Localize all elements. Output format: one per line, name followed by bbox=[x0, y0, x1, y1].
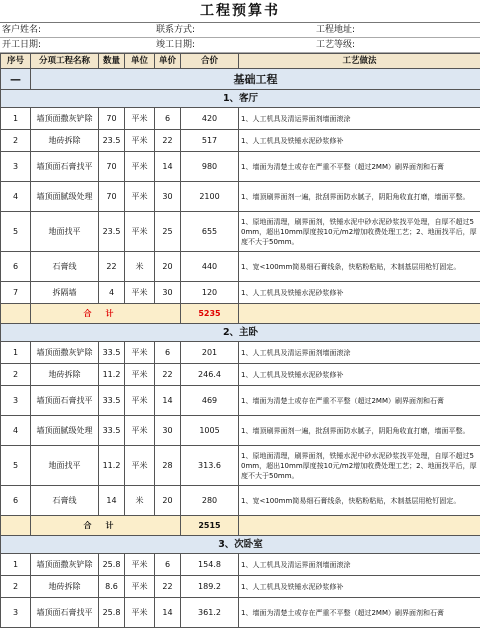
quantity-cell: 11.2 bbox=[99, 446, 125, 486]
unit-cell: 平米 bbox=[125, 152, 155, 182]
craft-method-cell: 1、人工机具及清运界面剂墙面滚涂 bbox=[239, 108, 480, 130]
section-title: 2、主卧 bbox=[1, 324, 480, 342]
quantity-cell: 70 bbox=[99, 182, 125, 212]
quantity-cell: 4 bbox=[99, 282, 125, 304]
table-row bbox=[1, 364, 480, 386]
item-name-cell: 地面找平 bbox=[31, 446, 99, 486]
row-number-cell: 6 bbox=[1, 252, 31, 282]
row-number-cell: 1 bbox=[1, 342, 31, 364]
budget-table bbox=[0, 53, 480, 628]
subtotal-label: 合计 bbox=[31, 304, 181, 324]
start-date-label: 开工日期: bbox=[2, 40, 42, 50]
craft-method-cell: 1、墙顶刷界面剂一遍，批刮界面防水腻子，阴阳角收直打磨，墙面平整。 bbox=[239, 182, 480, 212]
craft-method-cell: 1、宽<100mm简易细石膏线条，快粘粉粘贴，木制基层用枪钉固定。 bbox=[239, 252, 480, 282]
unit-price-cell: 30 bbox=[155, 182, 181, 212]
item-name-cell: 墙顶面石膏找平 bbox=[31, 386, 99, 416]
total-price-cell: 201 bbox=[181, 342, 239, 364]
unit-price-cell: 14 bbox=[155, 386, 181, 416]
unit-cell: 平米 bbox=[125, 130, 155, 152]
header-cell: 工艺做法 bbox=[239, 54, 480, 69]
unit-price-cell: 22 bbox=[155, 364, 181, 386]
header-cell: 分项工程名称 bbox=[31, 54, 99, 69]
quantity-cell: 23.5 bbox=[99, 130, 125, 152]
row-number-cell: 3 bbox=[1, 386, 31, 416]
contact-label: 联系方式: bbox=[156, 25, 196, 35]
quantity-cell: 25.8 bbox=[99, 554, 125, 576]
total-price-cell: 469 bbox=[181, 386, 239, 416]
section-header-row bbox=[1, 324, 480, 342]
item-name-cell: 石膏线 bbox=[31, 486, 99, 516]
row-number-cell: 5 bbox=[1, 446, 31, 486]
row-number-cell: 7 bbox=[1, 282, 31, 304]
unit-cell: 平米 bbox=[125, 554, 155, 576]
unit-price-cell: 6 bbox=[155, 108, 181, 130]
quantity-cell: 33.5 bbox=[99, 386, 125, 416]
unit-price-cell: 20 bbox=[155, 252, 181, 282]
unit-cell: 平米 bbox=[125, 576, 155, 598]
total-price-cell: 154.8 bbox=[181, 554, 239, 576]
main-section-marker: — bbox=[1, 69, 31, 90]
section-header-row bbox=[1, 536, 480, 554]
unit-cell: 平米 bbox=[125, 446, 155, 486]
item-name-cell: 墙顶面撒灰铲除 bbox=[31, 554, 99, 576]
info-row-2 bbox=[0, 38, 480, 53]
section-title: 1、客厅 bbox=[1, 90, 480, 108]
craft-method-cell: 1、人工机具及铁锤水泥砂浆修补 bbox=[239, 282, 480, 304]
unit-cell: 平米 bbox=[125, 282, 155, 304]
table-row bbox=[1, 282, 480, 304]
total-price-cell: 189.2 bbox=[181, 576, 239, 598]
item-name-cell: 石膏线 bbox=[31, 252, 99, 282]
total-price-cell: 517 bbox=[181, 130, 239, 152]
table-row bbox=[1, 152, 480, 182]
craft-method-cell: 1、原地面清理，刷界面剂，铁锤水泥中砂水泥砂浆找平处理，自厚不超过50mm，超出10mm厚度按10元/m2增加收费处理工艺；2、地面找平后，厚度不大于50mm。 bbox=[239, 446, 480, 486]
craft-level-label: 工艺等级: bbox=[316, 40, 356, 50]
unit-price-cell: 22 bbox=[155, 576, 181, 598]
total-price-cell: 980 bbox=[181, 152, 239, 182]
row-number-cell: 1 bbox=[1, 554, 31, 576]
table-row bbox=[1, 416, 480, 446]
unit-cell: 平米 bbox=[125, 342, 155, 364]
subtotal-blank-cell bbox=[239, 304, 480, 324]
main-section-title: 基础工程 bbox=[31, 69, 480, 90]
end-date-label: 竣工日期: bbox=[156, 40, 196, 50]
header-cell: 数量 bbox=[99, 54, 125, 69]
total-price-cell: 246.4 bbox=[181, 364, 239, 386]
row-number-cell: 2 bbox=[1, 364, 31, 386]
section-title: 3、次卧室 bbox=[1, 536, 480, 554]
table-row bbox=[1, 554, 480, 576]
subtotal-label: 合计 bbox=[31, 516, 181, 536]
table-row bbox=[1, 576, 480, 598]
subtotal-blank-cell bbox=[1, 516, 31, 536]
table-row bbox=[1, 598, 480, 628]
unit-cell: 平米 bbox=[125, 108, 155, 130]
subtotal-row bbox=[1, 516, 480, 536]
craft-method-cell: 1、墙顶刷界面剂一遍，批刮界面防水腻子，阴阳角收直打磨，墙面平整。 bbox=[239, 416, 480, 446]
item-name-cell: 地砖拆除 bbox=[31, 576, 99, 598]
unit-price-cell: 30 bbox=[155, 282, 181, 304]
unit-price-cell: 28 bbox=[155, 446, 181, 486]
total-price-cell: 655 bbox=[181, 212, 239, 252]
item-name-cell: 地砖拆除 bbox=[31, 364, 99, 386]
table-row bbox=[1, 212, 480, 252]
item-name-cell: 墙顶面撒灰铲除 bbox=[31, 108, 99, 130]
main-section-row bbox=[1, 69, 480, 90]
quantity-cell: 33.5 bbox=[99, 416, 125, 446]
craft-method-cell: 1、人工机具及清运界面剂墙面滚涂 bbox=[239, 554, 480, 576]
table-row bbox=[1, 386, 480, 416]
subtotal-row bbox=[1, 304, 480, 324]
craft-method-cell: 1、人工机具及铁锤水泥砂浆修补 bbox=[239, 130, 480, 152]
quantity-cell: 23.5 bbox=[99, 212, 125, 252]
unit-price-cell: 6 bbox=[155, 554, 181, 576]
unit-cell: 平米 bbox=[125, 212, 155, 252]
craft-method-cell: 1、原地面清理，刷界面剂，铁锤水泥中砂水泥砂浆找平处理，自厚不超过50mm，超出10mm厚度按10元/m2增加收费处理工艺；2、地面找平后，厚度不大于50mm。 bbox=[239, 212, 480, 252]
craft-method-cell: 1、墙面为清楚土或存在严重不平整（超过2MM）刷界面剂和石膏 bbox=[239, 598, 480, 628]
unit-price-cell: 20 bbox=[155, 486, 181, 516]
item-name-cell: 墙顶面腻级处理 bbox=[31, 182, 99, 212]
header-row bbox=[1, 54, 480, 69]
total-price-cell: 280 bbox=[181, 486, 239, 516]
unit-price-cell: 14 bbox=[155, 598, 181, 628]
craft-method-cell: 1、人工机具及铁锤水泥砂浆修补 bbox=[239, 364, 480, 386]
row-number-cell: 3 bbox=[1, 598, 31, 628]
total-price-cell: 440 bbox=[181, 252, 239, 282]
item-name-cell: 墙顶面石膏找平 bbox=[31, 598, 99, 628]
page-title: 工程预算书 bbox=[0, 0, 480, 23]
customer-name-label: 客户姓名: bbox=[2, 25, 42, 35]
quantity-cell: 11.2 bbox=[99, 364, 125, 386]
subtotal-amount: 2515 bbox=[181, 516, 239, 536]
quantity-cell: 70 bbox=[99, 108, 125, 130]
quantity-cell: 33.5 bbox=[99, 342, 125, 364]
unit-price-cell: 22 bbox=[155, 130, 181, 152]
project-address-label: 工程地址: bbox=[316, 25, 356, 35]
craft-method-cell: 1、人工机具及清运界面剂墙面滚涂 bbox=[239, 342, 480, 364]
header-cell: 合价 bbox=[181, 54, 239, 69]
header-cell: 单价 bbox=[155, 54, 181, 69]
row-number-cell: 5 bbox=[1, 212, 31, 252]
header-cell: 序号 bbox=[1, 54, 31, 69]
table-row bbox=[1, 446, 480, 486]
row-number-cell: 4 bbox=[1, 416, 31, 446]
header-cell: 单位 bbox=[125, 54, 155, 69]
row-number-cell: 6 bbox=[1, 486, 31, 516]
unit-price-cell: 14 bbox=[155, 152, 181, 182]
table-row bbox=[1, 108, 480, 130]
item-name-cell: 地砖拆除 bbox=[31, 130, 99, 152]
craft-method-cell: 1、宽<100mm简易细石膏线条，快粘粉粘贴，木制基层用枪钉固定。 bbox=[239, 486, 480, 516]
quantity-cell: 14 bbox=[99, 486, 125, 516]
quantity-cell: 70 bbox=[99, 152, 125, 182]
item-name-cell: 墙顶面腻级处理 bbox=[31, 416, 99, 446]
row-number-cell: 1 bbox=[1, 108, 31, 130]
unit-cell: 平米 bbox=[125, 182, 155, 212]
unit-cell: 平米 bbox=[125, 598, 155, 628]
table-row bbox=[1, 342, 480, 364]
craft-method-cell: 1、墙面为清楚土或存在严重不平整（超过2MM）刷界面剂和石膏 bbox=[239, 152, 480, 182]
item-name-cell: 墙顶面石膏找平 bbox=[31, 152, 99, 182]
quantity-cell: 22 bbox=[99, 252, 125, 282]
item-name-cell: 墙顶面撒灰铲除 bbox=[31, 342, 99, 364]
unit-cell: 平米 bbox=[125, 416, 155, 446]
total-price-cell: 1005 bbox=[181, 416, 239, 446]
quantity-cell: 25.8 bbox=[99, 598, 125, 628]
craft-method-cell: 1、人工机具及铁锤水泥砂浆修补 bbox=[239, 576, 480, 598]
total-price-cell: 420 bbox=[181, 108, 239, 130]
unit-cell: 平米 bbox=[125, 364, 155, 386]
craft-method-cell: 1、墙面为清楚土或存在严重不平整（超过2MM）刷界面剂和石膏 bbox=[239, 386, 480, 416]
total-price-cell: 2100 bbox=[181, 182, 239, 212]
unit-price-cell: 30 bbox=[155, 416, 181, 446]
row-number-cell: 4 bbox=[1, 182, 31, 212]
table-row bbox=[1, 486, 480, 516]
table-row bbox=[1, 252, 480, 282]
unit-cell: 平米 bbox=[125, 386, 155, 416]
total-price-cell: 313.6 bbox=[181, 446, 239, 486]
subtotal-amount: 5235 bbox=[181, 304, 239, 324]
info-row-1 bbox=[0, 23, 480, 38]
subtotal-blank-cell bbox=[1, 304, 31, 324]
unit-price-cell: 6 bbox=[155, 342, 181, 364]
table-row bbox=[1, 130, 480, 152]
row-number-cell: 3 bbox=[1, 152, 31, 182]
unit-cell: 米 bbox=[125, 486, 155, 516]
subtotal-blank-cell bbox=[239, 516, 480, 536]
quantity-cell: 8.6 bbox=[99, 576, 125, 598]
row-number-cell: 2 bbox=[1, 576, 31, 598]
total-price-cell: 120 bbox=[181, 282, 239, 304]
item-name-cell: 拆隔墙 bbox=[31, 282, 99, 304]
section-header-row bbox=[1, 90, 480, 108]
row-number-cell: 2 bbox=[1, 130, 31, 152]
table-row bbox=[1, 182, 480, 212]
unit-cell: 米 bbox=[125, 252, 155, 282]
total-price-cell: 361.2 bbox=[181, 598, 239, 628]
unit-price-cell: 25 bbox=[155, 212, 181, 252]
item-name-cell: 地面找平 bbox=[31, 212, 99, 252]
